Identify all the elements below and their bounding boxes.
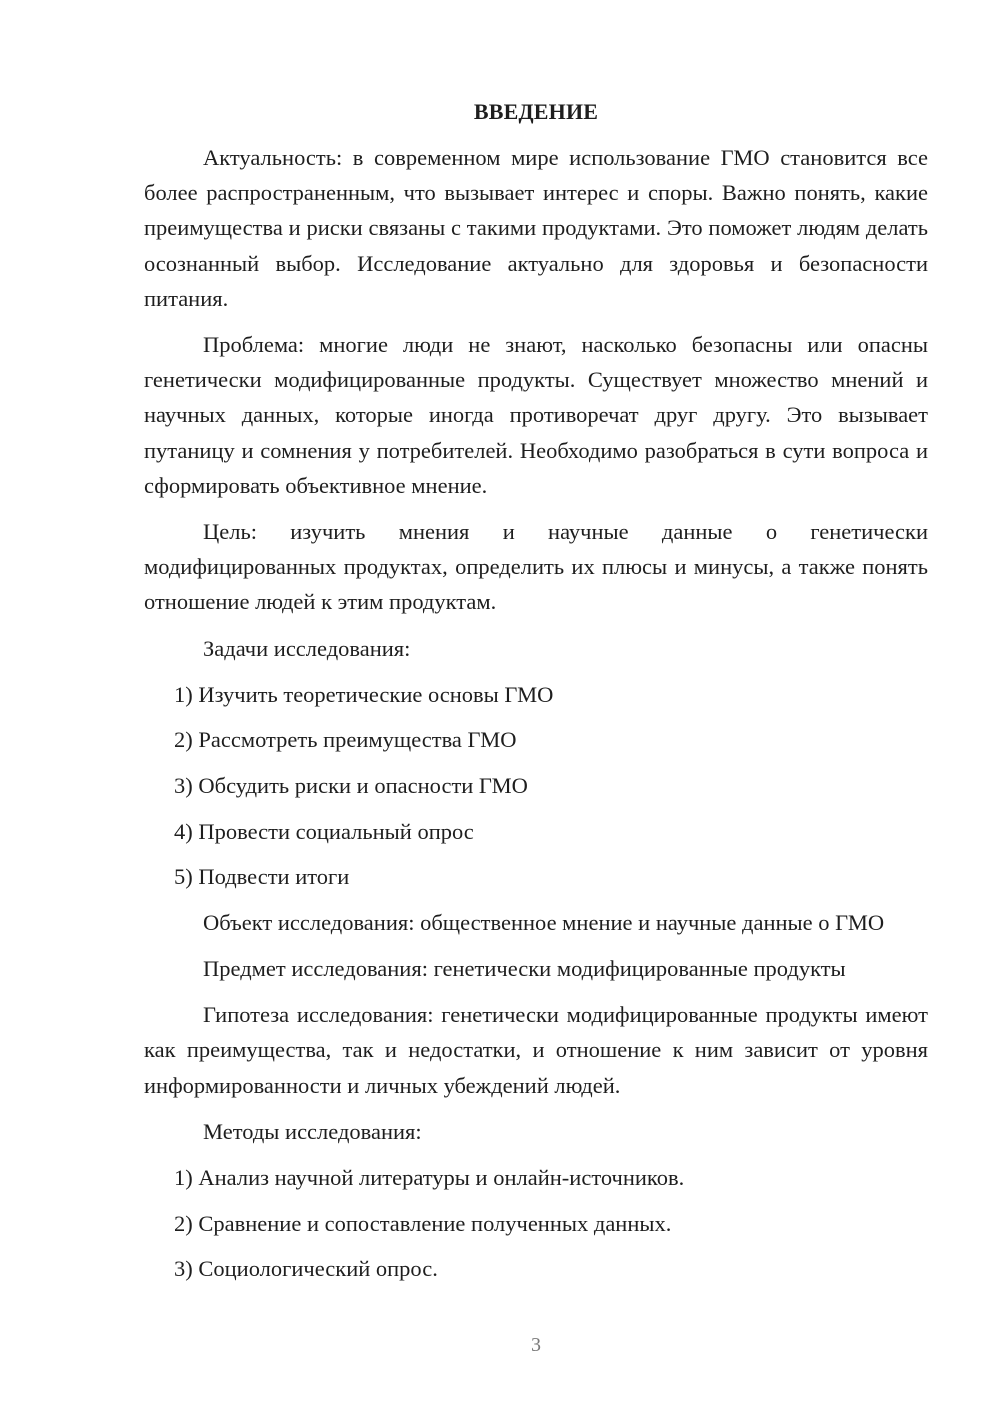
list-item: 3) Социологический опрос.: [174, 1256, 438, 1282]
list-item: 2) Рассмотреть преимущества ГМО: [174, 727, 517, 753]
list-item: 1) Изучить теоретические основы ГМО: [174, 681, 554, 707]
document-body: [144, 140, 928, 1297]
goal-paragraph: Цель: изучить мнения и научные данные о генетически модифицированных продуктах, определить их плюсы и минусы, а также понять отношение людей к этим продуктам.: [144, 519, 928, 615]
relevance-paragraph: Актуальность: в современном мире использование ГМО становится все более распространенным, что вызывает интерес и споры. Важно понять, какие преимущества и риски связаны с такими продуктами. Это поможет людям делать осознанный выбор. Исследование актуально для здоровья и безопасности питания.: [144, 145, 928, 311]
list-item: 1) Анализ научной литературы и онлайн-источников.: [174, 1165, 685, 1191]
list-item: 2) Сравнение и сопоставление полученных данных.: [174, 1210, 672, 1236]
methods-list: [144, 1160, 928, 1287]
tasks-list: [144, 677, 928, 895]
problem-paragraph: Проблема: многие люди не знают, насколько безопасны или опасны генетически модифицированные продукты. Существует множество мнений и научных данных, которые иногда противоречат друг другу. Это вызывает путаницу и сомнения у потребителей. Необходимо разобраться в сути вопроса и сформировать объективное мнение.: [144, 332, 928, 498]
tasks-title: Задачи исследования:: [203, 635, 411, 661]
subject-paragraph: Предмет исследования: генетически модифицированные продукты: [203, 956, 846, 982]
methods-title: Методы исследования:: [203, 1118, 422, 1144]
list-item: 4) Провести социальный опрос: [174, 818, 474, 844]
list-item: 3) Обсудить риски и опасности ГМО: [174, 773, 528, 799]
object-paragraph: Объект исследования: общественное мнение и научные данные о ГМО: [203, 909, 885, 935]
hypothesis-paragraph: Гипотеза исследования: генетически модифицированные продукты имеют как преимущества, так и недостатки, и отношение к ним зависит от уровня информированности и личных убеждений людей.: [144, 1002, 928, 1098]
list-item: 5) Подвести итоги: [174, 864, 350, 890]
page-number: 3: [531, 1334, 541, 1356]
section-heading: ВВЕДЕНИЕ: [473, 99, 599, 124]
